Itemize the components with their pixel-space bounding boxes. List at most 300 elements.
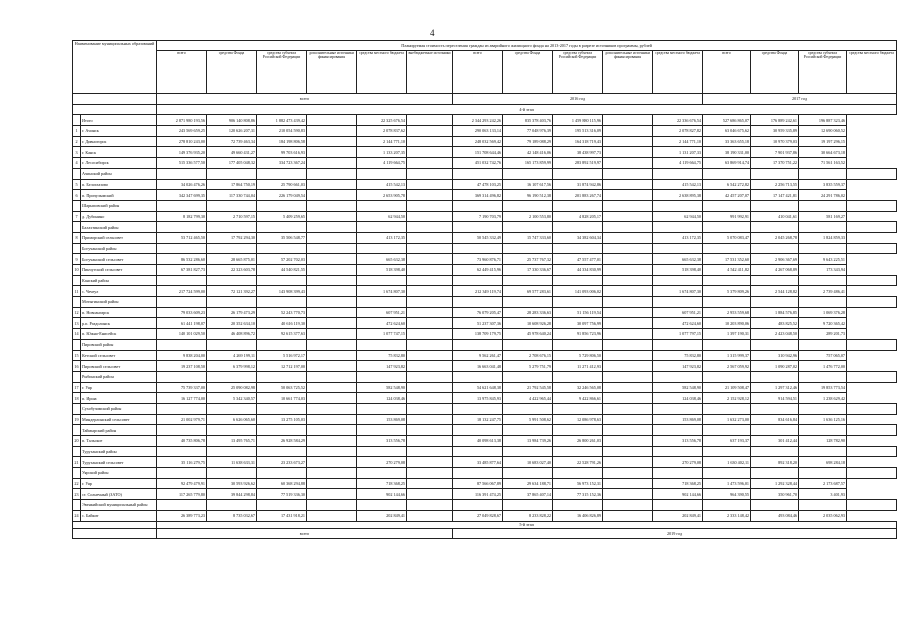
table-cell: 718 368,25	[653, 478, 703, 489]
header-group2-col-4: средства местного бюджета	[653, 51, 703, 94]
table-cell	[407, 489, 453, 500]
table-cell: 72 739 463,34	[207, 136, 257, 147]
table-cell: 117 265 779,80	[157, 489, 207, 500]
table-cell: 184 198 806,58	[257, 136, 307, 147]
table-cell	[407, 147, 453, 158]
row-number: 14	[73, 329, 81, 340]
table-cell: 834 616,84	[751, 414, 799, 425]
table-cell: 47 557 477,01	[553, 254, 603, 265]
table-cell: 75 832,80	[653, 350, 703, 361]
table-cell: 413 172,35	[653, 232, 703, 243]
table-cell: 472 624,60	[653, 318, 703, 329]
table-cell: 1 397 190,31	[703, 329, 751, 340]
row-number: 21	[73, 457, 81, 468]
table-cell: 313 556,78	[653, 436, 703, 447]
municipality-name: с. Чечеул	[81, 286, 157, 297]
table-row	[73, 126, 897, 137]
table-cell	[407, 393, 453, 404]
table-cell: 18 132 247,75	[453, 414, 503, 425]
table-cell: 75 739 337,00	[157, 382, 207, 393]
table-cell: 87 566 067,89	[453, 478, 503, 489]
table-cell: 9 562 261,47	[453, 350, 503, 361]
table-cell	[407, 136, 453, 147]
table-cell: 2 708 676,15	[503, 350, 553, 361]
table-cell: 22 325 676,54	[357, 115, 407, 126]
table-row	[73, 136, 897, 147]
section-row	[73, 371, 897, 382]
table-cell: 1 884 576,85	[751, 307, 799, 318]
table-cell: 2 906 367,69	[751, 254, 799, 265]
table-cell: 13 975 845,93	[453, 393, 503, 404]
section-label: Сухобузимский район	[81, 403, 157, 414]
table-cell: 342 347 699,35	[157, 190, 207, 201]
table-cell: 310 942,96	[751, 350, 799, 361]
table-cell: 34 382 604,34	[553, 232, 603, 243]
table-cell: 40 616 119,30	[257, 318, 307, 329]
table-cell: 5 729 806,50	[553, 350, 603, 361]
table-row	[73, 190, 897, 201]
table-cell: 1 632 273,00	[703, 414, 751, 425]
table-body	[73, 115, 897, 521]
table-cell: 217 724 599,00	[157, 286, 207, 297]
program-cost-table	[72, 40, 897, 539]
table-cell: 25 790 661,03	[257, 179, 307, 190]
table-cell: 9 720 365,42	[799, 318, 847, 329]
table-cell: 6 379 998,12	[207, 361, 257, 372]
table-cell: 4 542 411,82	[703, 265, 751, 276]
table-row	[73, 393, 897, 404]
table-cell: 23 233 673,27	[257, 457, 307, 468]
table-cell: 13 495 765,71	[207, 436, 257, 447]
row-number: 24	[73, 510, 81, 521]
table-row	[73, 179, 897, 190]
table-row	[73, 382, 897, 393]
table-cell: 2 078 827,82	[653, 126, 703, 137]
table-cell: 665 632,38	[653, 254, 703, 265]
section-label: Балахтинский район	[81, 222, 157, 233]
table-cell: 2 544 128,82	[751, 286, 799, 297]
table-cell	[603, 361, 653, 372]
table-cell: 17 864 750,19	[207, 179, 257, 190]
table-cell: 2 710 597,15	[207, 211, 257, 222]
table-cell: 483 825,52	[751, 318, 799, 329]
table-cell: 79 189 088,29	[503, 136, 553, 147]
section-label: Канский район	[81, 275, 157, 286]
table-cell: 17 531 352,60	[703, 254, 751, 265]
table-cell	[307, 382, 357, 393]
footer-year: 2019 год	[453, 528, 897, 539]
table-row	[73, 307, 897, 318]
table-cell	[407, 254, 453, 265]
table-cell: 4 269 199,11	[207, 350, 257, 361]
table-cell: 9 643 225,51	[799, 254, 847, 265]
table-cell: 37 865 407,14	[503, 489, 553, 500]
table-cell: 665 632,38	[357, 254, 407, 265]
table-cell	[407, 158, 453, 169]
table-cell: 5 516 972,17	[257, 350, 307, 361]
table-cell: 28 665 875,01	[207, 254, 257, 265]
header-source-columns	[73, 51, 897, 94]
municipality-name: Пировский сельсовет	[81, 361, 157, 372]
table-cell: 1 315 999,37	[703, 350, 751, 361]
table-cell: 5 342 340,57	[207, 393, 257, 404]
section-row	[73, 425, 897, 436]
table-cell: 46 408 896,72	[207, 329, 257, 340]
table-cell: 202 849,41	[653, 510, 703, 521]
table-cell	[603, 126, 653, 137]
table-cell: 124 038,46	[357, 393, 407, 404]
header-group1-col-1: средства Фонда	[207, 51, 257, 94]
table-cell: 61 441 198,07	[157, 318, 207, 329]
table-cell: 13 984 739,26	[503, 436, 553, 447]
table-cell: 67 381 827,73	[157, 265, 207, 276]
row-number: 7	[73, 211, 81, 222]
table-row	[73, 115, 897, 126]
table-cell	[307, 350, 357, 361]
table-cell: 143 908 399,43	[257, 286, 307, 297]
table-cell	[307, 211, 357, 222]
table-cell: 10 970 379,03	[751, 136, 799, 147]
section-label: Богучанский район	[81, 243, 157, 254]
table-cell: 8 182 799,30	[157, 211, 207, 222]
table-cell	[307, 307, 357, 318]
municipality-name: г. Уяр	[81, 478, 157, 489]
table-cell: 413 172,35	[357, 232, 407, 243]
table-cell: 5 379 809,26	[703, 286, 751, 297]
row-number: 4	[73, 158, 81, 169]
table-cell	[603, 190, 653, 201]
table-cell	[407, 126, 453, 137]
table-cell: 2 567 059,92	[703, 361, 751, 372]
table-cell: 15 747 333,60	[503, 232, 553, 243]
table-cell: 54 621 648,38	[453, 382, 503, 393]
table-cell	[307, 510, 357, 521]
table-cell: 2 173 687,57	[799, 478, 847, 489]
table-cell: 835 378 403,76	[503, 115, 553, 126]
table-cell	[603, 115, 653, 126]
table-cell: 201 883 267,74	[553, 190, 603, 201]
table-cell	[307, 115, 357, 126]
table-cell: 2 144 771,10	[357, 136, 407, 147]
table-cell	[603, 510, 653, 521]
table-cell	[307, 232, 357, 243]
row-number: 19	[73, 414, 81, 425]
table-cell	[603, 179, 653, 190]
table-row	[73, 510, 897, 521]
section-label: Уярский район	[81, 468, 157, 479]
table-cell: 77 048 976,39	[503, 126, 553, 137]
table-cell: 10 661 774,03	[257, 393, 307, 404]
table-cell: 334 723 367,24	[257, 158, 307, 169]
table-cell: 12 712 197,00	[257, 361, 307, 372]
municipality-name: Богучанский сельсовет	[81, 254, 157, 265]
table-cell: 991 992,91	[703, 211, 751, 222]
section-label: Туруханский район	[81, 446, 157, 457]
section-row	[73, 297, 897, 308]
header-group2-col-3: дополнительные источники финансирования	[603, 51, 653, 94]
header-year1: 2016 год	[453, 94, 703, 105]
table-cell: 2 333 148,42	[703, 510, 751, 521]
section-label: Шарыповский район	[81, 200, 157, 211]
table-cell: 493 084,46	[751, 510, 799, 521]
table-cell: 698 284,18	[799, 457, 847, 468]
table-cell: 11 638 633,31	[207, 457, 257, 468]
header-group3-col-0: всего	[703, 51, 751, 94]
header-vsego: всего	[157, 94, 453, 105]
table-cell: 212 349 119,74	[453, 286, 503, 297]
table-cell: 964 390,55	[703, 489, 751, 500]
table-cell: 2 423 048,50	[751, 329, 799, 340]
table-cell: 5 409 259,65	[257, 211, 307, 222]
table-cell: 2 256 713,55	[751, 179, 799, 190]
table-cell: 77 315 152,36	[553, 489, 603, 500]
table-cell: 350 961,70	[751, 489, 799, 500]
municipality-name: ст. Солнечный (ЗАТО)	[81, 489, 157, 500]
table-cell	[603, 457, 653, 468]
section-row	[73, 468, 897, 479]
table-cell: 17 792 294,30	[207, 232, 257, 243]
row-number: 1	[73, 126, 81, 137]
table-cell: 57 202 702,03	[257, 254, 307, 265]
table-cell: 147 923,82	[357, 361, 407, 372]
table-cell: 44 334 830,99	[553, 265, 603, 276]
table-row	[73, 286, 897, 297]
header-group3-col-2: средства субъекта Российской Федерации	[799, 51, 847, 94]
table-cell: 140 101 029,50	[157, 329, 207, 340]
table-cell: 79 033 609,23	[157, 307, 207, 318]
table-cell	[307, 329, 357, 340]
table-cell: 116 391 474,25	[453, 489, 503, 500]
table-cell: 92 479 479,91	[157, 478, 207, 489]
table-cell	[603, 158, 653, 169]
row-number: 2	[73, 136, 81, 147]
table-cell: 92 615 377,63	[257, 329, 307, 340]
table-cell: 30 959 335,89	[751, 126, 799, 137]
row-number: 23	[73, 489, 81, 500]
table-row	[73, 232, 897, 243]
table-row	[73, 265, 897, 276]
table-cell	[603, 414, 653, 425]
table-cell: 290 063 133,14	[453, 126, 503, 137]
row-number: 6	[73, 190, 81, 201]
municipality-name: п. Белоглазово	[81, 179, 157, 190]
table-cell: 149 376 935,20	[157, 147, 207, 158]
table-cell	[603, 211, 653, 222]
table-cell: 19 197 296,15	[799, 136, 847, 147]
table-cell: 86 532 286,60	[157, 254, 207, 265]
table-cell: 69 577 283,61	[503, 286, 553, 297]
section-row	[73, 500, 897, 511]
table-cell: 153 869,08	[653, 414, 703, 425]
table-cell: 141 093 006,02	[553, 286, 603, 297]
table-cell: 173 343,94	[799, 265, 847, 276]
table-cell: 51 156 119,54	[553, 307, 603, 318]
table-row	[73, 457, 897, 468]
table-cell: 270 279,08	[357, 457, 407, 468]
table-cell: 91 856 723,96	[553, 329, 603, 340]
table-cell	[307, 147, 357, 158]
section-row	[73, 222, 897, 233]
table-cell: 1 636 125,16	[799, 414, 847, 425]
table-cell: 289 201,73	[799, 329, 847, 340]
section-label: Пировский район	[81, 339, 157, 350]
table-cell	[407, 414, 453, 425]
table-cell: 2 144 771,10	[653, 136, 703, 147]
table-cell: 892 318,20	[751, 457, 799, 468]
section-label: Таймырский район	[81, 425, 157, 436]
table-cell	[307, 318, 357, 329]
row-number	[73, 115, 81, 126]
table-cell: 1 131 207,33	[653, 147, 703, 158]
table-cell: 226 179 049,54	[257, 190, 307, 201]
table-cell: 25 737 767,32	[503, 254, 553, 265]
table-cell: 21 109 508,47	[703, 382, 751, 393]
table-cell: 176 889 242,61	[751, 115, 799, 126]
table-cell	[407, 350, 453, 361]
row-number: 5	[73, 179, 81, 190]
municipality-name: г. Дивногорск	[81, 136, 157, 147]
table-cell: 248 032 569,42	[453, 136, 503, 147]
table-cell: 16 406 826,89	[553, 510, 603, 521]
table-cell: 128 782,90	[799, 436, 847, 447]
table-cell: 12 086 978,63	[553, 414, 603, 425]
row-number: 15	[73, 350, 81, 361]
table-cell: 902 144,66	[357, 489, 407, 500]
table-cell: 73 960 876,71	[453, 254, 503, 265]
table-cell: 38 190 331,00	[703, 147, 751, 158]
section-row	[73, 200, 897, 211]
table-cell: 27 049 828,67	[453, 510, 503, 521]
table-cell	[307, 190, 357, 201]
table-cell: 4 119 664,75	[357, 158, 407, 169]
row-number: 11	[73, 286, 81, 297]
table-cell: 3 835 559,37	[799, 179, 847, 190]
municipality-name: Миндерлинский сельсовет	[81, 414, 157, 425]
table-cell: 11 271 412,93	[553, 361, 603, 372]
municipality-name: г. Уяр	[81, 382, 157, 393]
table-row	[73, 329, 897, 340]
table-cell: 42 457 207,07	[703, 190, 751, 201]
table-cell: 72 121 392,27	[207, 286, 257, 297]
table-cell: 22 323 603,78	[207, 265, 257, 276]
header-group2-col-1: средства Фонда	[503, 51, 553, 94]
table-cell: 26 179 473,29	[207, 307, 257, 318]
municipality-name: д. Дубинино	[81, 211, 157, 222]
row-number: 16	[73, 361, 81, 372]
table-cell	[307, 179, 357, 190]
table-cell: 40 098 613,38	[453, 436, 503, 447]
table-cell: 2 100 553,80	[503, 211, 553, 222]
header-stage: 4-й этап	[157, 104, 897, 115]
table-cell: 5 070 083,47	[703, 232, 751, 243]
table-cell: 45 978 640,24	[503, 329, 553, 340]
table-cell: 71 561 163,52	[799, 158, 847, 169]
table-cell: 6 542 272,82	[703, 179, 751, 190]
table-cell: 17 147 421,81	[751, 190, 799, 201]
table-cell: 99 703 616,93	[257, 147, 307, 158]
table-cell	[603, 382, 653, 393]
table-row	[73, 211, 897, 222]
table-cell: 29 634 188,71	[503, 478, 553, 489]
table-cell: 151 708 644,46	[453, 147, 503, 158]
municipality-name: п. Новоангарск	[81, 307, 157, 318]
section-row	[73, 275, 897, 286]
table-cell: 164 318 719,43	[553, 136, 603, 147]
table-cell	[603, 489, 653, 500]
table-cell	[307, 286, 357, 297]
table-cell	[307, 436, 357, 447]
table-cell: 2 953 559,68	[703, 307, 751, 318]
table-cell	[407, 307, 453, 318]
table-cell: 637 193,37	[703, 436, 751, 447]
table-cell: 4 119 664,75	[653, 158, 703, 169]
table-cell: 40 735 806,78	[157, 436, 207, 447]
table-cell: 5 991 508,62	[503, 414, 553, 425]
footer-total-label: всего	[157, 528, 453, 539]
row-number: 17	[73, 382, 81, 393]
table-cell: 1 473 596,01	[703, 478, 751, 489]
table-cell: 7 901 937,86	[751, 147, 799, 158]
table-cell	[603, 307, 653, 318]
header-group2-col-2: средства субъекта Российской Федерации	[553, 51, 603, 94]
table-cell	[407, 115, 453, 126]
header-year2: 2017 год	[703, 94, 897, 105]
table-cell	[407, 318, 453, 329]
row-number: 18	[73, 393, 81, 404]
municipality-name: г. Канск	[81, 147, 157, 158]
table-cell: 1 476 772,00	[799, 361, 847, 372]
table-cell: 415 542,13	[653, 179, 703, 190]
header-name-column: Наименование муниципальных образований	[73, 41, 157, 94]
table-cell	[603, 350, 653, 361]
table-cell: 518 398,40	[357, 265, 407, 276]
table-cell	[307, 126, 357, 137]
table-cell: 33 485 877,64	[453, 457, 503, 468]
table-cell: 9 422 866,61	[553, 393, 603, 404]
table-cell: 22 336 676,54	[653, 115, 703, 126]
table-cell	[307, 393, 357, 404]
table-cell: 10 683 027,40	[503, 457, 553, 468]
section-label: Ачинский район	[81, 168, 157, 179]
table-cell: 2 152 928,12	[703, 393, 751, 404]
table-cell: 2 871 980 193,56	[157, 115, 207, 126]
table-row	[73, 254, 897, 265]
table-cell: 120 626 207,31	[207, 126, 257, 137]
table-cell	[603, 286, 653, 297]
table-cell: 10 608 926,28	[503, 318, 553, 329]
table-cell	[407, 329, 453, 340]
table-cell: 25 090 082,98	[207, 382, 257, 393]
table-cell	[603, 147, 653, 158]
table-cell: 47 478 103,25	[453, 179, 503, 190]
table-cell: 30 593 926,62	[207, 478, 257, 489]
table-cell	[407, 478, 453, 489]
table-cell: 718 368,25	[357, 478, 407, 489]
table-cell: 165 173 859,99	[503, 158, 553, 169]
municipality-name: г. Лесосибирск	[81, 158, 157, 169]
header-group1-col-4: средства местного бюджета	[357, 51, 407, 94]
table-cell: 16 107 617,56	[503, 179, 553, 190]
municipality-name: Приморский сельсовет	[81, 232, 157, 243]
municipality-name: Пинчугский сельсовет	[81, 265, 157, 276]
table-row	[73, 436, 897, 447]
table-cell: 35 116 279,75	[157, 457, 207, 468]
table-cell: 2 035 062,93	[799, 510, 847, 521]
table-cell: 1 459 880 115,96	[553, 115, 603, 126]
table-cell: 177 405 048,32	[207, 158, 257, 169]
table-cell: 415 542,13	[357, 179, 407, 190]
table-cell: 53 712 465,50	[157, 232, 207, 243]
